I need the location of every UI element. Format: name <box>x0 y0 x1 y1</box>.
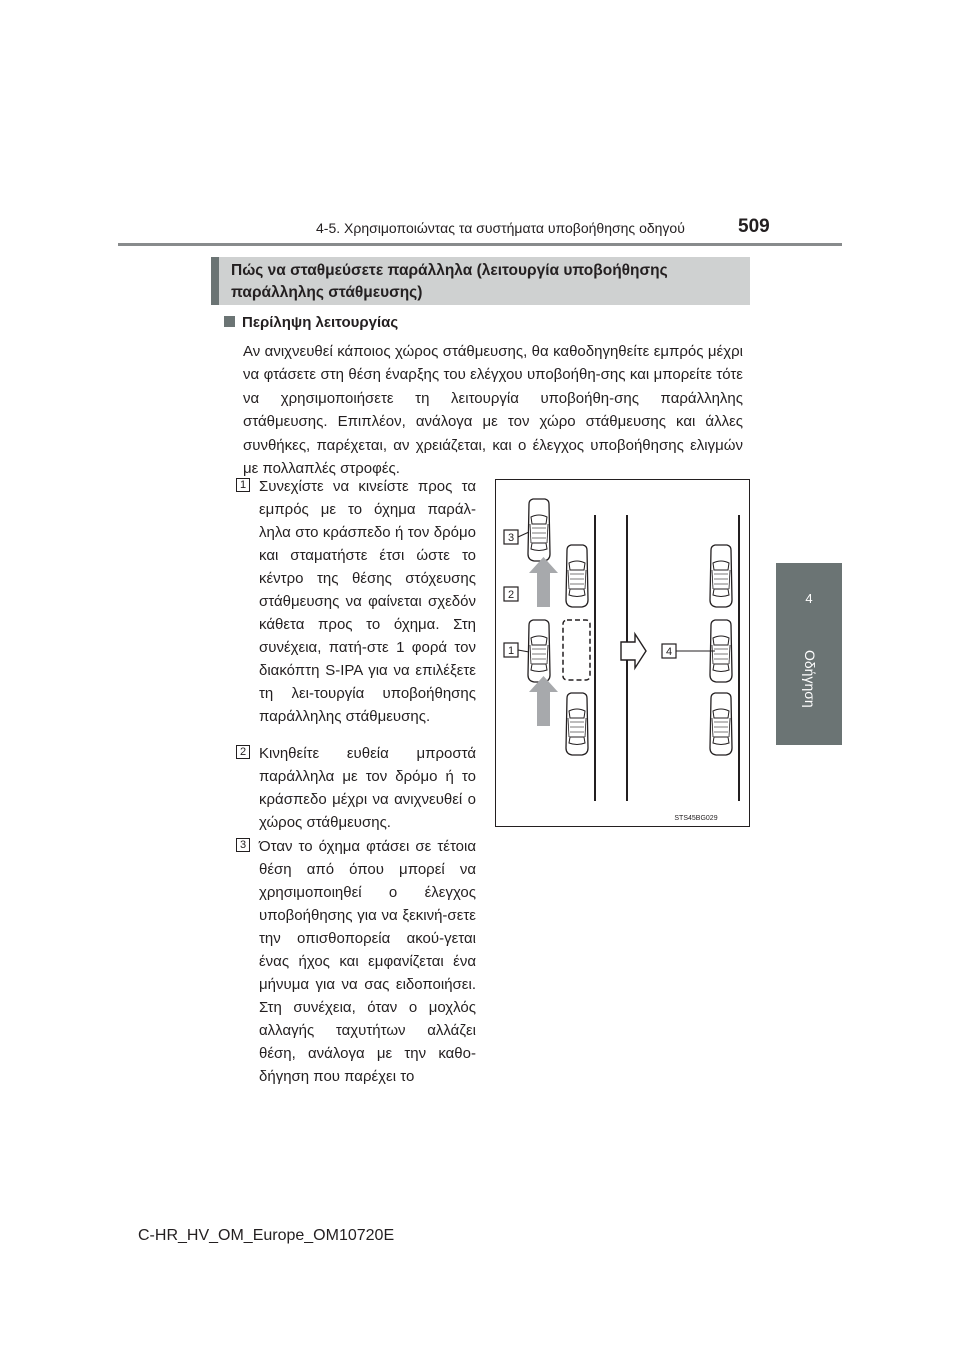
callout-label-4: 4 <box>665 646 673 658</box>
step-text: Κινηθείτε ευθεία μπροστά παράλληλα με τον δρόμο ή το κράσπεδο μέχρι να ανιχνευθεί ο χώρος στάθμευσης. <box>259 745 476 831</box>
step-badge: 2 <box>236 745 250 759</box>
car-parked-left-2 <box>566 693 588 755</box>
callout-label-2: 2 <box>507 589 515 601</box>
header-title: 4-5. Χρησιμοποιώντας τα συστήματα υποβοήθησης οδηγού <box>316 220 685 236</box>
car-parked-left-1 <box>566 545 588 607</box>
intro-paragraph: Αν ανιχνευθεί κάποιος χώρος στάθμευσης, θα καθοδηγηθείτε εμπρός μέχρι να φτάσετε στη θέση έναρξης του ελέγχου υποβοήθη-σης και μπορείτε τότε να χρησιμοποιήσετε τη λειτουργία υποβοήθη-σης παράλληλης στάθμευσης. Επιπλέον, ανάλογα με τον χώρο στάθμευσης και άλλες συνθήκες, παρέχεται, αν χρειάζεται, και ο έλεγχος υποβοήθησης ελιγμών με πολλαπλές στροφές. <box>243 343 743 478</box>
section-title-line1: Πώς να σταθμεύσετε παράλληλα (λειτουργία υποβοήθησης <box>231 262 668 279</box>
square-bullet-icon <box>224 316 235 327</box>
chapter-number: 4 <box>805 591 813 606</box>
chapter-tab[interactable] <box>776 563 842 745</box>
callout-label-1: 1 <box>507 645 515 657</box>
subheading <box>224 314 398 331</box>
callout-label-3: 3 <box>507 532 515 544</box>
car-moving-3 <box>528 499 550 561</box>
parking-diagram <box>495 479 750 827</box>
figure-code: STS45BG029 <box>674 815 718 822</box>
section-title-line2: παράλληλης στάθμευσης) <box>231 284 423 301</box>
page-number: 509 <box>738 216 770 237</box>
step-badge: 3 <box>236 838 250 852</box>
car-moving-1 <box>528 620 550 682</box>
subheading-text: Περίληψη λειτουργίας <box>242 314 399 331</box>
car-parked-right-1 <box>710 545 732 607</box>
step-text: Όταν το όχημα φτάσει σε τέτοια θέση από όπου μπορεί να χρησιμοποιηθεί ο έλεγχος υποβοήθησης για να ξεκινή-σετε την οπισθοπορεία ακού-γεται ένας ήχος και εμφανίζεται ένα μήνυμα για να σας ειδοποιήσει. Στη συνέχεια, όταν ο μοχλός αλλαγής ταχυτήτων αλλάζει θέση, ανάλογα με την καθο-δήγηση που παρέχει το <box>259 838 476 1085</box>
section-title <box>211 257 750 305</box>
chapter-label: Οδήγηση <box>802 650 818 708</box>
footer-doc-id: C-HR_HV_OM_Europe_OM10720E <box>138 1227 395 1244</box>
car-parked-right-3 <box>710 693 732 755</box>
step-badge: 1 <box>236 478 250 492</box>
header-rule <box>118 243 842 246</box>
step-text: Συνεχίστε να κινείστε προς τα εμπρός με το όχημα παράλ-ληλα στο κράσπεδο ή τον δρόμο και σταματήστε έτσι ώστε το κέντρο της θέσης στόχευσης στάθμευσης να φαίνεται σχεδόν κάθετα προς το όχημα. Στη συνέχεια, πατή-στε 1 φορά τον διακόπτη S-IPA για να επιλέξετε τη λει-τουργία υποβοήθησης παράλληλης στάθμευσης. <box>259 478 476 725</box>
